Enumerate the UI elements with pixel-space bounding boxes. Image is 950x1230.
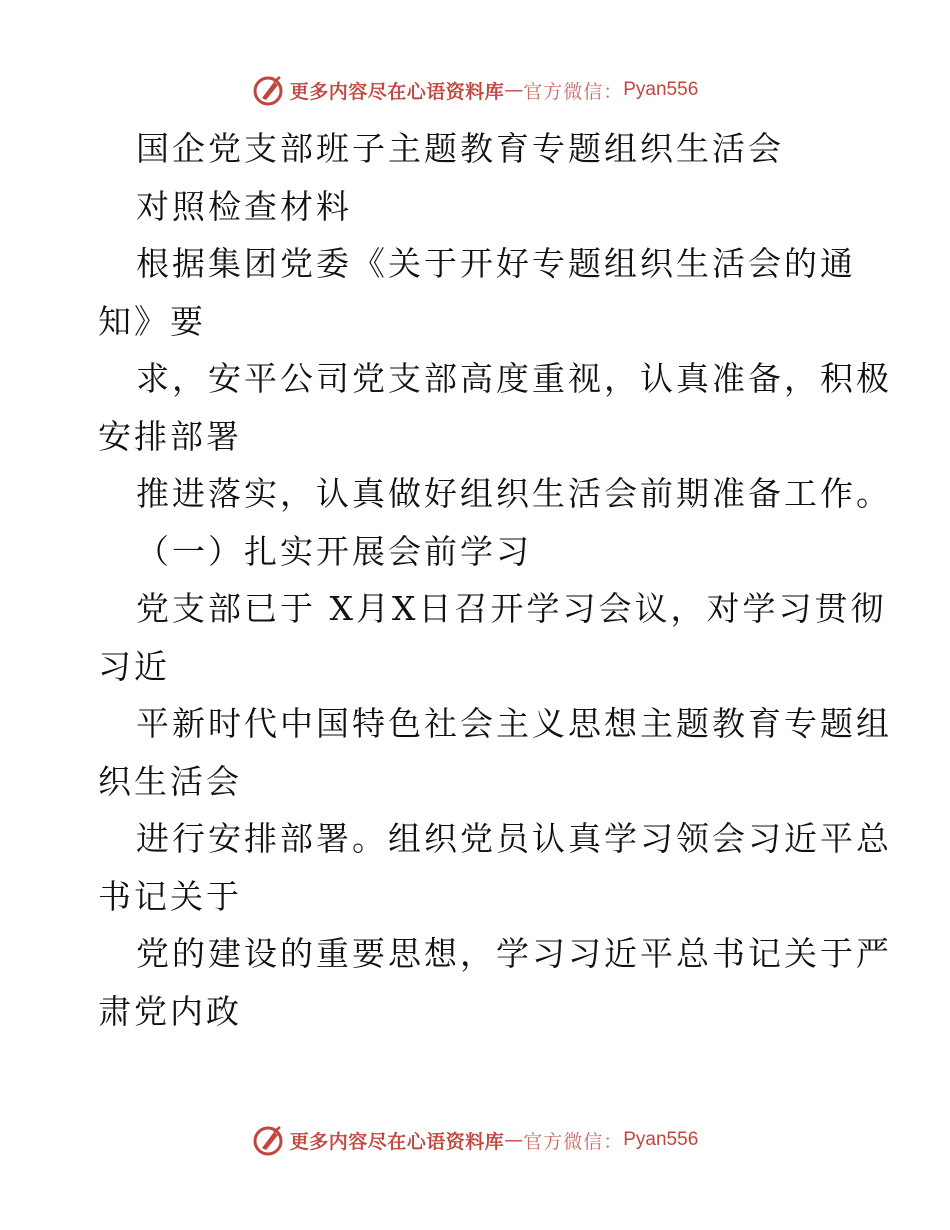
text-line: 书记关于 bbox=[98, 876, 242, 916]
text-line: 平新时代中国特色社会主义思想主题教育专题组 bbox=[136, 704, 892, 743]
text-line: 安排部署 bbox=[98, 416, 242, 456]
text-line: 党支部已于 X月X日召开学习会议，对学习贯彻 bbox=[136, 589, 887, 628]
watermark-sub-text: 官方微信： bbox=[523, 80, 624, 103]
document-body bbox=[98, 120, 892, 1040]
text-line: 求，安平公司党支部高度重视，认真准备，积极 bbox=[136, 359, 892, 398]
text-line: 进行安排部署。组织党员认真学习领会习近平总 bbox=[136, 819, 892, 858]
text-line: 推进落实，认真做好组织生活会前期准备工作。 bbox=[136, 474, 892, 513]
watermark-sub-text: 官方微信： bbox=[523, 1130, 624, 1153]
footer-watermark bbox=[0, 1120, 950, 1160]
watermark-dash: — bbox=[504, 1129, 524, 1151]
pen-logo-icon bbox=[252, 1123, 286, 1157]
section-heading: （一）扎实开展会前学习 bbox=[136, 531, 532, 571]
text-line: 肃党内政 bbox=[98, 991, 242, 1031]
text-line: 根据集团党委《关于开好专题组织生活会的通 bbox=[136, 244, 856, 283]
watermark-wechat-id: Pyan556 bbox=[623, 1129, 699, 1150]
watermark-main-text: 更多内容尽在心语资料库 bbox=[289, 1130, 505, 1153]
text-line: 知》要 bbox=[98, 301, 206, 341]
text-line: 织生活会 bbox=[98, 761, 242, 801]
document-subtitle: 对照检查材料 bbox=[136, 186, 352, 226]
text-line: 党的建设的重要思想，学习习近平总书记关于严 bbox=[136, 934, 892, 973]
watermark-wechat-id: Pyan556 bbox=[623, 79, 699, 100]
pen-logo-icon bbox=[252, 73, 286, 107]
header-watermark bbox=[0, 70, 950, 110]
watermark-dash: — bbox=[504, 79, 524, 101]
watermark-main-text: 更多内容尽在心语资料库 bbox=[289, 80, 505, 103]
text-line: 习近 bbox=[98, 646, 170, 686]
document-title: 国企党支部班子主题教育专题组织生活会 bbox=[136, 129, 784, 168]
